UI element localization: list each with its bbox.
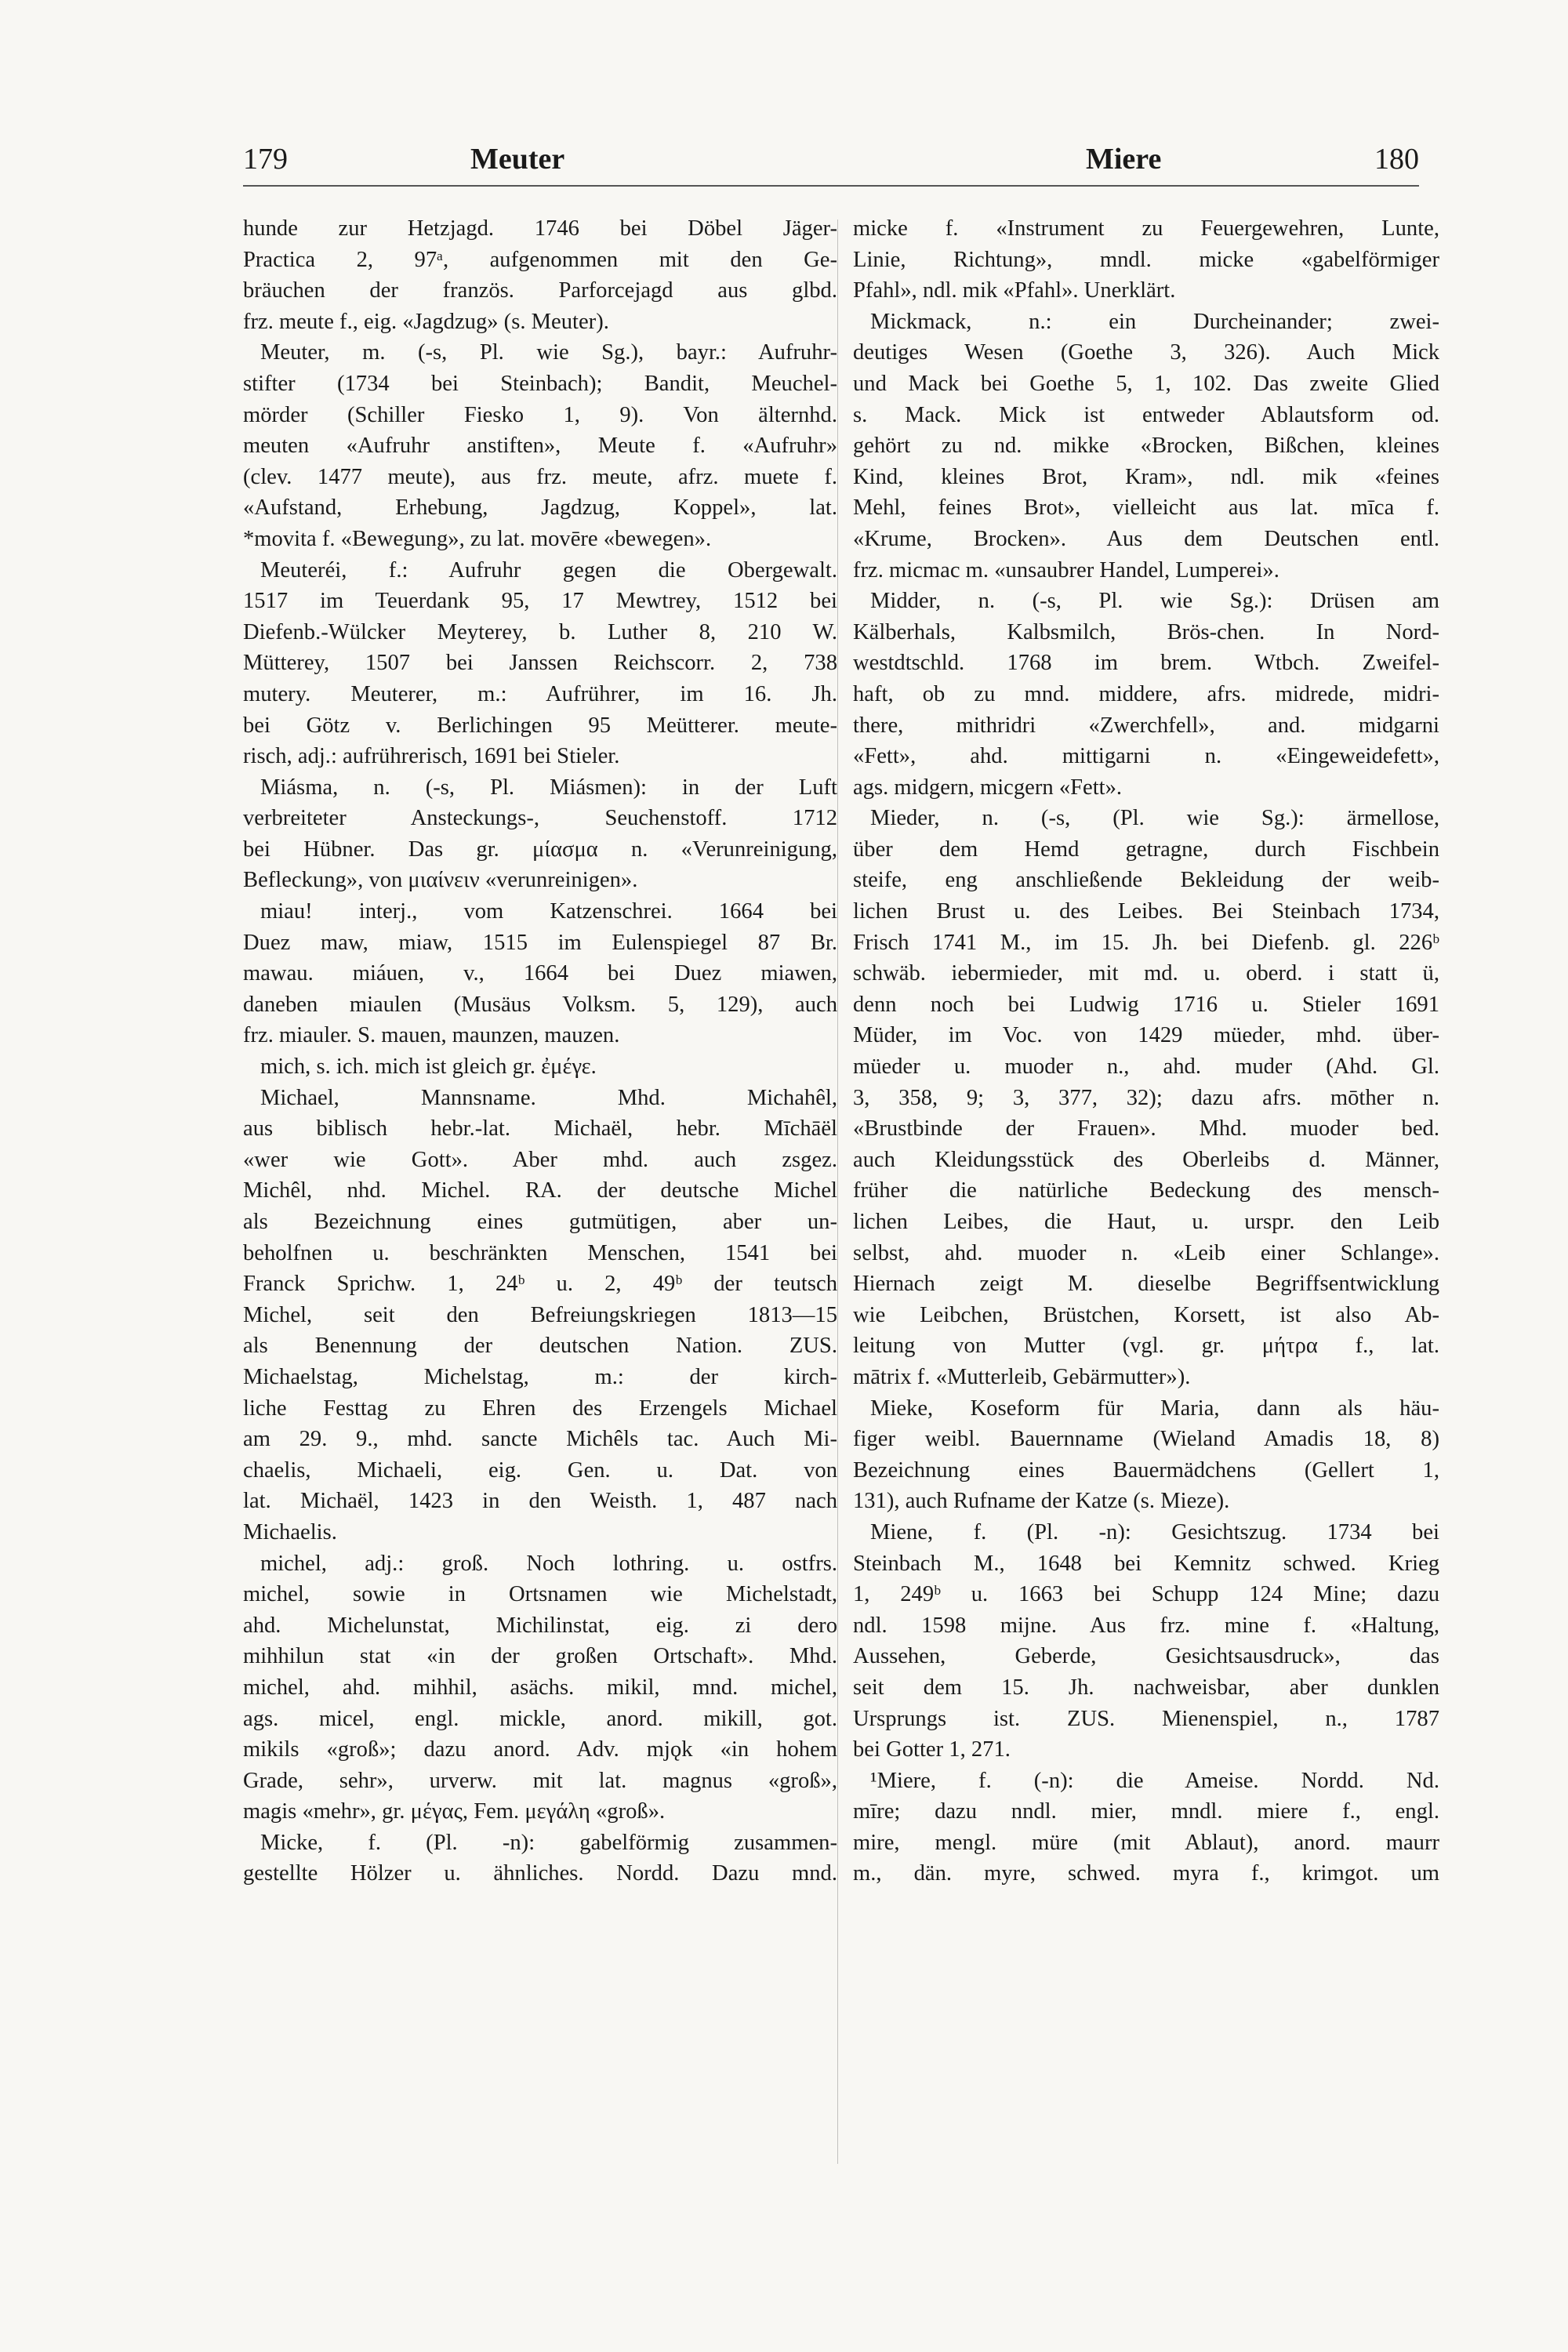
text-line: Duez maw, miaw, 1515 im Eulenspiegel 87 Br.: [243, 930, 837, 955]
text-line: mawau. miáuen, v., 1664 bei Duez miawen,: [243, 961, 837, 986]
text-line: als Bezeichnung eines gutmütigen, aber un-: [243, 1210, 837, 1234]
text-line: (clev. 1477 meute), aus frz. meute, afrz. muete f.: [243, 464, 837, 489]
text-line: Michaelis.: [243, 1519, 337, 1544]
text-line: «Brustbinde der Frauen». Mhd. muoder bed.: [853, 1116, 1439, 1142]
text-line: ndl. 1598 mijne. Aus frz. mine f. «Haltung,: [853, 1613, 1439, 1638]
text-line: ags. midgern, micgern «Fett».: [853, 775, 1123, 800]
text-line: über dem Hemd getragne, durch Fischbein: [853, 837, 1439, 862]
text-line: Hiernach zeigt M. dieselbe Begriffsentwicklung: [853, 1272, 1439, 1297]
text-line: bei Hübner. Das gr. μίασμα n. «Verunreinigung,: [243, 837, 837, 862]
text-line: selbst, ahd. muoder n. «Leib einer Schlange».: [853, 1240, 1439, 1265]
header-rule: [243, 185, 1419, 187]
text-line: wie Leibchen, Brüstchen, Korsett, ist also Ab-: [853, 1302, 1439, 1327]
text-line: aus biblisch hebr.-lat. Michaël, hebr. Mīchāël: [243, 1116, 837, 1142]
right-page-number: 180: [1374, 143, 1419, 176]
text-line: müeder u. muoder n., ahd. muder (Ahd. Gl.: [853, 1054, 1439, 1080]
text-line: Meuter, m. (-s, Pl. wie Sg.), bayr.: Aufruhr-: [260, 340, 837, 365]
text-line: Michêl, nhd. Michel. RA. der deutsche Michel: [243, 1178, 837, 1203]
text-line: mörder (Schiller Fiesko 1, 9). Von älternhd.: [243, 402, 837, 427]
text-line: am 29. 9., mhd. sancte Michêls tac. Auch Mi-: [243, 1427, 837, 1452]
text-line: 1517 im Teuerdank 95, 17 Mewtrey, 1512 bei: [243, 589, 837, 614]
text-line: Mütterey, 1507 bei Janssen Reichscorr. 2, 738: [243, 651, 837, 676]
text-line: miau! interj., vom Katzenschrei. 1664 bei: [260, 899, 837, 924]
text-line: Aussehen, Geberde, Gesichtsausdruck», das: [853, 1644, 1439, 1669]
text-line: Micke, f. (Pl. -n): gabelförmig zusammen-: [260, 1830, 837, 1855]
text-line: Ursprungs ist. ZUS. Mienenspiel, n., 1787: [853, 1706, 1439, 1731]
text-line: Michael, Mannsname. Mhd. Michahêl,: [260, 1085, 837, 1110]
text-line: 131), auch Rufname der Katze (s. Mieze).: [853, 1489, 1230, 1514]
text-line: Frisch 1741 M., im 15. Jh. bei Diefenb. gl. 226ᵇ: [853, 930, 1439, 955]
text-line: s. Mack. Mick ist entweder Ablautsform od.: [853, 402, 1439, 427]
text-line: mire, mengl. müre (mit Ablaut), anord. maurr: [853, 1830, 1439, 1855]
text-line: Mieke, Koseform für Maria, dann als häu-: [870, 1396, 1439, 1421]
text-line: mīre; dazu nndl. mier, mndl. miere f., engl.: [853, 1799, 1439, 1824]
text-line: westdtschld. 1768 im brem. Wtbch. Zweifel-: [853, 651, 1439, 676]
text-line: lat. Michaël, 1423 in den Weisth. 1, 487 nach: [243, 1489, 837, 1514]
left-column: [243, 213, 837, 2220]
text-line: Pfahl», ndl. mik «Pfahl». Unerklärt.: [853, 278, 1176, 303]
text-line: «Aufstand, Erhebung, Jagdzug, Koppel», lat.: [243, 495, 837, 521]
text-line: denn noch bei Ludwig 1716 u. Stieler 1691: [853, 992, 1439, 1017]
text-line: m., dän. myre, schwed. myra f., krimgot. um: [853, 1861, 1439, 1886]
text-line: verbreiteter Ansteckungs-, Seuchenstoff. 1712: [243, 806, 837, 831]
text-line: Midder, n. (-s, Pl. wie Sg.): Drüsen am: [870, 589, 1439, 614]
text-line: frz. micmac m. «unsaubrer Handel, Lumperei».: [853, 557, 1279, 583]
text-line: Befleckung», von μιαίνειν «verunreinigen».: [243, 868, 638, 893]
text-line: Linie, Richtung», mndl. micke «gabelförmiger: [853, 247, 1439, 272]
text-line: magis «mehr», gr. μέγας, Fem. μεγάλη «groß».: [243, 1799, 666, 1824]
text-line: stifter (1734 bei Steinbach); Bandit, Meuchel-: [243, 371, 837, 396]
text-line: mātrix f. «Mutterleib, Gebärmutter»).: [853, 1364, 1191, 1389]
right-column: [845, 213, 1439, 2220]
text-line: beholfnen u. beschränkten Menschen, 1541 bei: [243, 1240, 837, 1265]
text-line: chaelis, Michaeli, eig. Gen. u. Dat. von: [243, 1457, 837, 1483]
left-running-headword: Meuter: [470, 143, 565, 176]
text-line: bräuchen der französ. Parforcejagd aus glbd.: [243, 278, 837, 303]
text-line: ahd. Michelunstat, Michilinstat, eig. zi dero: [243, 1613, 837, 1638]
text-line: hunde zur Hetzjagd. 1746 bei Döbel Jäger-: [243, 216, 837, 241]
text-line: mutery. Meuterer, m.: Aufrührer, im 16. Jh.: [243, 681, 837, 706]
text-line: *movita f. «Bewegung», zu lat. movēre «bewegen».: [243, 526, 712, 551]
text-line: frz. meute f., eig. «Jagdzug» (s. Meuter).: [243, 309, 609, 334]
text-line: Practica 2, 97ᵃ, aufgenommen mit den Ge-: [243, 247, 837, 272]
text-line: deutiges Wesen (Goethe 3, 326). Auch Mick: [853, 340, 1439, 365]
text-line: schwäb. iebermieder, mit md. u. oberd. i statt ü,: [853, 961, 1439, 986]
text-line: leitung von Mutter (vgl. gr. μήτρα f., lat.: [853, 1334, 1439, 1359]
column-divider: [837, 220, 838, 2164]
text-line: Mehl, feines Brot», vielleicht aus lat. mīca f.: [853, 495, 1439, 521]
text-line: Diefenb.-Wülcker Meyterey, b. Luther 8, 210 W.: [243, 619, 837, 644]
text-line: «Fett», ahd. mittigarni n. «Eingeweidefett»,: [853, 744, 1439, 769]
text-line: mikils «groß»; dazu anord. Adv. mjǫk «in hohem: [243, 1737, 837, 1762]
text-line: gehört zu nd. mikke «Brocken, Bißchen, kleines: [853, 434, 1439, 459]
text-line: figer weibl. Bauernname (Wieland Amadis 18, 8): [853, 1427, 1439, 1452]
text-line: ¹Miere, f. (-n): die Ameise. Nordd. Nd.: [870, 1768, 1439, 1793]
text-line: mich, s. ich. mich ist gleich gr. ἐμέγε.: [260, 1054, 597, 1080]
right-running-headword: Miere: [1086, 143, 1162, 176]
text-line: bei Gotter 1, 271.: [853, 1737, 1011, 1762]
text-line: Michaelstag, Michelstag, m.: der kirch-: [243, 1364, 837, 1389]
text-line: als Benennung der deutschen Nation. ZUS.: [243, 1334, 837, 1359]
text-line: haft, ob zu mnd. middere, afrs. midrede, midri-: [853, 681, 1439, 706]
text-line: Grade, sehr», urverw. mit lat. magnus «groß»,: [243, 1768, 837, 1793]
text-line: «wer wie Gott». Aber mhd. auch zsgez.: [243, 1147, 837, 1172]
text-line: 3, 358, 9; 3, 377, 32); dazu afrs. mōther n.: [853, 1085, 1439, 1110]
text-line: Meuteréi, f.: Aufruhr gegen die Obergewalt.: [260, 557, 837, 583]
text-line: frz. miauler. S. mauen, maunzen, mauzen.: [243, 1023, 620, 1048]
text-line: meuten «Aufruhr anstiften», Meute f. «Aufruhr»: [243, 434, 837, 459]
text-line: Kind, kleines Brot, Kram», ndl. mik «feines: [853, 464, 1439, 489]
text-line: lichen Brust u. des Leibes. Bei Steinbach 1734,: [853, 899, 1439, 924]
text-line: Bezeichnung eines Bauermädchens (Gellert 1,: [853, 1457, 1439, 1483]
text-line: risch, adj.: aufrührerisch, 1691 bei Stieler.: [243, 744, 620, 769]
text-line: Mickmack, n.: ein Durcheinander; zwei-: [870, 309, 1439, 334]
text-line: ags. micel, engl. mickle, anord. mikill, got.: [243, 1706, 837, 1731]
text-line: daneben miaulen (Musäus Volksm. 5, 129), auch: [243, 992, 837, 1017]
text-line: there, mithridri «Zwerchfell», and. midgarni: [853, 713, 1439, 738]
text-line: micke f. «Instrument zu Feuergewehren, Lunte,: [853, 216, 1439, 241]
text-line: michel, adj.: groß. Noch lothring. u. ostfrs.: [260, 1551, 837, 1576]
text-line: 1, 249ᵇ u. 1663 bei Schupp 124 Mine; dazu: [853, 1582, 1439, 1607]
text-line: und Mack bei Goethe 5, 1, 102. Das zweite Glied: [853, 371, 1439, 396]
text-line: michel, sowie in Ortsnamen wie Michelstadt,: [243, 1582, 837, 1607]
page-header: [243, 140, 1419, 187]
text-line: «Krume, Brocken». Aus dem Deutschen entl.: [853, 526, 1439, 551]
text-line: Franck Sprichw. 1, 24ᵇ u. 2, 49ᵇ der teutsch: [243, 1272, 837, 1297]
text-line: Miene, f. (Pl. -n): Gesichtszug. 1734 bei: [870, 1519, 1439, 1544]
left-page-number: 179: [243, 143, 288, 176]
text-line: liche Festtag zu Ehren des Erzengels Michael: [243, 1396, 837, 1421]
text-line: seit dem 15. Jh. nachweisbar, aber dunklen: [853, 1675, 1439, 1700]
text-line: gestellte Hölzer u. ähnliches. Nordd. Dazu mnd.: [243, 1861, 837, 1886]
text-line: Mieder, n. (-s, (Pl. wie Sg.): ärmellose,: [870, 806, 1439, 831]
text-line: lichen Leibes, die Haut, u. urspr. den Leib: [853, 1210, 1439, 1234]
text-line: Michel, seit den Befreiungskriegen 1813—15: [243, 1302, 837, 1327]
text-line: Müder, im Voc. von 1429 müeder, mhd. über-: [853, 1023, 1439, 1048]
text-line: früher die natürliche Bedeckung des mensch-: [853, 1178, 1439, 1203]
text-line: Steinbach M., 1648 bei Kemnitz schwed. Krieg: [853, 1551, 1439, 1576]
text-line: Miásma, n. (-s, Pl. Miásmen): in der Luft: [260, 775, 837, 800]
text-line: mihhilun stat «in der großen Ortschaft». Mhd.: [243, 1644, 837, 1669]
text-line: bei Götz v. Berlichingen 95 Meütterer. meute-: [243, 713, 837, 738]
text-line: auch Kleidungsstück des Oberleibs d. Männer,: [853, 1147, 1439, 1172]
text-line: michel, ahd. mihhil, asächs. mikil, mnd. michel,: [243, 1675, 837, 1700]
text-line: steife, eng anschließende Bekleidung der weib-: [853, 868, 1439, 893]
text-line: Kälberhals, Kalbsmilch, Brös-chen. In Nord-: [853, 619, 1439, 644]
